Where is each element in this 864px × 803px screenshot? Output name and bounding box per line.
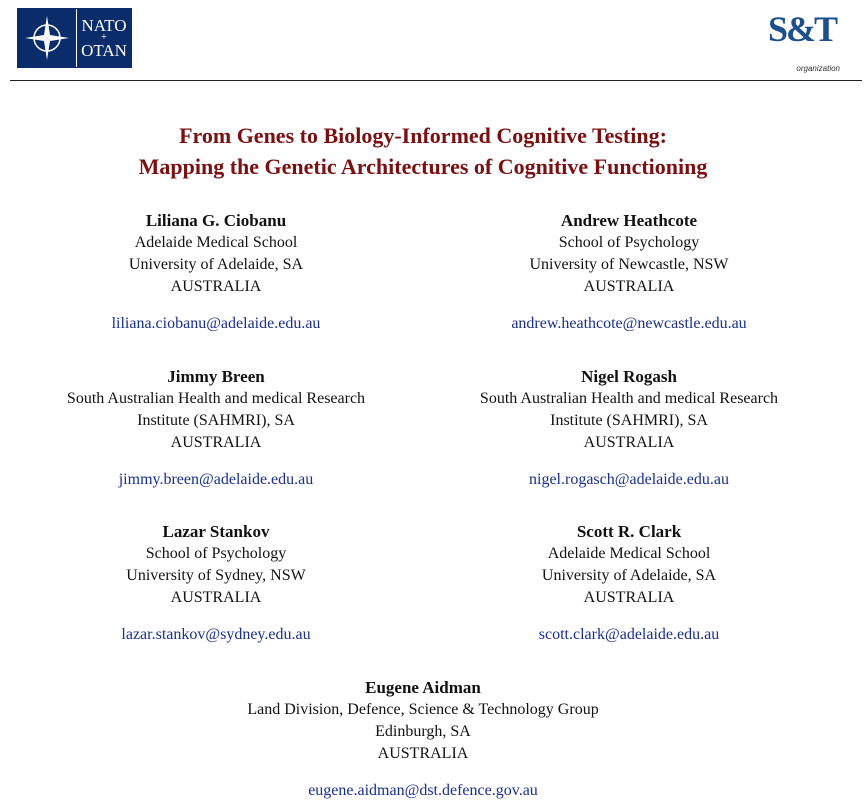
st-organization-logo (764, 6, 840, 76)
author-affiliation: Land Division, Defence, Science & Technology Group (247, 701, 599, 718)
author-affiliation: South Australian Health and medical Research (66, 390, 366, 407)
author-country: AUSTRALIA (583, 278, 675, 295)
author-affiliation: Institute (SAHMRI), SA (137, 412, 295, 429)
nato-logo: NATO + OTAN (17, 8, 132, 68)
author-email[interactable]: jimmy.breen@adelaide.edu.au (118, 471, 314, 488)
title-line-2: Mapping the Genetic Architectures of Cognitive Functioning (138, 154, 708, 179)
author-block (397, 366, 861, 491)
st-logo-text: S&T (767, 9, 837, 49)
st-logo-subtitle: organization (796, 64, 840, 73)
author-name: Nigel Rogash (581, 367, 677, 386)
author-affiliation: University of Adelaide, SA (541, 567, 717, 584)
nato-text: NATO (81, 16, 127, 35)
author-affiliation: Adelaide Medical School (134, 234, 298, 251)
paper-title (0, 120, 846, 182)
header-divider (10, 80, 862, 81)
author-affiliation: School of Psychology (145, 545, 287, 562)
author-email[interactable]: lazar.stankov@sydney.edu.au (121, 626, 311, 643)
title-line-1: From Genes to Biology-Informed Cognitive Testing: (179, 123, 667, 148)
author-email[interactable]: liliana.ciobanu@adelaide.edu.au (111, 315, 321, 332)
author-email[interactable]: scott.clark@adelaide.edu.au (538, 626, 720, 643)
author-affiliation: South Australian Health and medical Research (479, 390, 779, 407)
author-block (0, 677, 846, 802)
author-name: Jimmy Breen (167, 367, 265, 386)
author-block (397, 210, 861, 335)
author-affiliation: University of Sydney, NSW (126, 567, 306, 584)
author-country: AUSTRALIA (170, 278, 262, 295)
author-name: Lazar Stankov (162, 522, 270, 541)
author-country: AUSTRALIA (583, 589, 675, 606)
author-name: Eugene Aidman (365, 678, 481, 697)
author-affiliation: University of Adelaide, SA (128, 256, 304, 273)
author-block (0, 521, 432, 646)
author-block (0, 210, 432, 335)
author-affiliation: Edinburgh, SA (375, 723, 471, 740)
author-block (0, 366, 432, 491)
nato-compass-icon (18, 9, 76, 67)
author-country: AUSTRALIA (377, 745, 469, 762)
author-name: Liliana G. Ciobanu (145, 211, 287, 230)
author-affiliation: Adelaide Medical School (547, 545, 711, 562)
author-email[interactable]: nigel.rogasch@adelaide.edu.au (529, 471, 729, 488)
author-country: AUSTRALIA (583, 434, 675, 451)
author-affiliation: Institute (SAHMRI), SA (550, 412, 708, 429)
author-name: Andrew Heathcote (560, 211, 698, 230)
author-affiliation: University of Newcastle, NSW (529, 256, 729, 273)
otan-text: OTAN (81, 41, 127, 60)
author-country: AUSTRALIA (170, 434, 262, 451)
author-name: Scott R. Clark (576, 522, 682, 541)
author-affiliation: School of Psychology (558, 234, 700, 251)
author-block (397, 521, 861, 646)
author-email[interactable]: andrew.heathcote@newcastle.edu.au (511, 315, 747, 332)
author-email[interactable]: eugene.aidman@dst.defence.gov.au (308, 782, 538, 799)
author-country: AUSTRALIA (170, 589, 262, 606)
